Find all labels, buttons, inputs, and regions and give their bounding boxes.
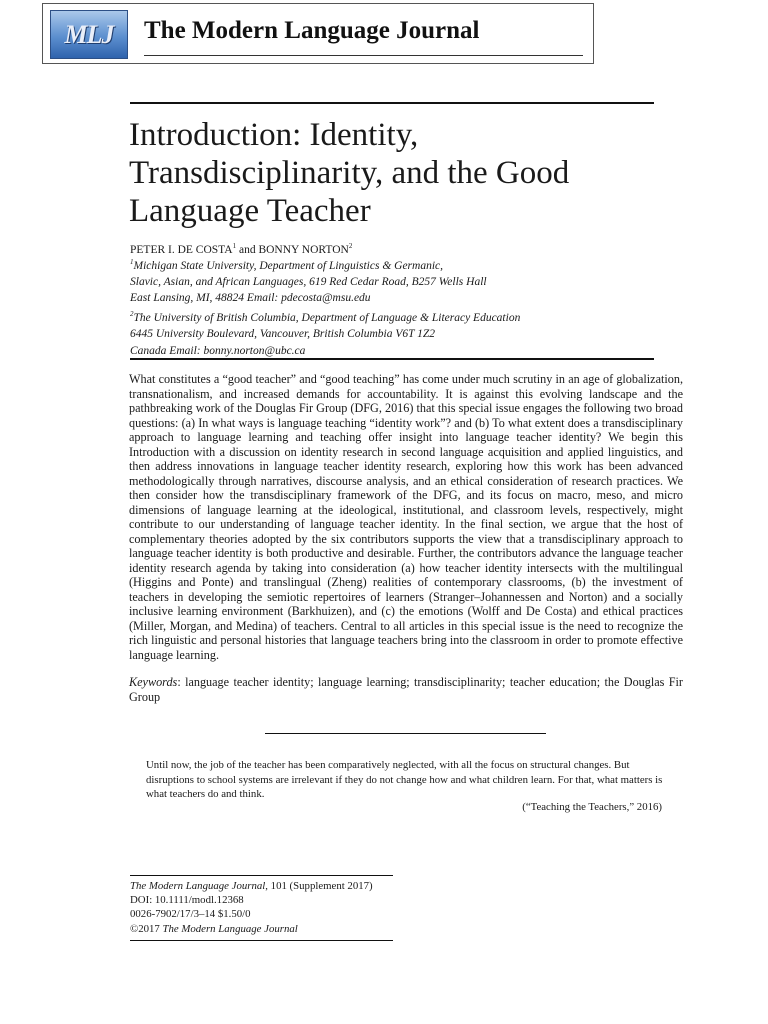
- logo-text: MLJ: [64, 19, 114, 49]
- journal-logo: [50, 10, 128, 59]
- journal-title: The Modern Language Journal: [144, 17, 480, 44]
- affiliation-marker: 2: [348, 242, 353, 250]
- section-divider: [265, 733, 546, 734]
- keywords-label: Keywords: [129, 675, 178, 689]
- affiliation-line: Slavic, Asian, and African Languages, 619 Red Cedar Road, B257 Wells Hall: [130, 276, 487, 289]
- author-connector: and: [236, 243, 259, 256]
- citation-issn: 0026-7902/17/3–14 $1.50/0: [130, 908, 251, 921]
- affiliation-line: $^1$Michigan State University, Department of Linguistics & Germanic,: [130, 258, 444, 272]
- author-name: PETER I. DE COSTA: [130, 243, 233, 256]
- citation-copyright: ©2017 The Modern Language Journal: [130, 922, 298, 935]
- affiliations: [130, 254, 660, 359]
- journal-header: [42, 3, 594, 64]
- header-rule: [144, 55, 583, 56]
- affiliation-line: East Lansing, MI, 48824 Email: pdecosta@msu.edu: [130, 292, 371, 305]
- affiliation-marker: 1: [130, 258, 134, 266]
- epigraph-source: (“Teaching the Teachers,” 2016): [522, 801, 662, 813]
- title-top-rule: [130, 102, 654, 104]
- affiliation-marker: 2: [130, 310, 134, 319]
- footer-bottom-rule: [130, 940, 393, 941]
- affiliation-marker: 1: [232, 242, 237, 250]
- abstract-text: What constitutes a “good teacher” and “good teaching” has come under much scrutiny in an age of globalization, transnationalism, and increased demands for accountability. It is against this evolving landscape and the pathbreaking work of the Douglas Fir Group (DFG, 2016) that this special issue engages the following two broad questions: (a) In what ways is language teaching “identity work”? and (b) To what extent does a transdisciplinary approach to language learning and teaching offer insight into language teacher identity? We begin this Introduction with a discussion on identity research in second language acquisition and applied linguistics, and then address innovations in language teacher identity research, exploring how this work has been advanced methodologically through narratives, discourse analysis, and an ethical consideration of research practices. We then consider how the transdisciplinary framework of the DFG, and its focus on macro, meso, and micro dimensions of language learning at the ideological, institutional, and classroom levels, respectively, might contribute to our understanding of language teacher identity. In the final section, we argue that the host of complementary theories adopted by the six contributors supports the view that a transdisciplinary approach to language teacher identity is both productive and desirable. Further, the contributors advance the language teacher identity research agenda by taking into consideration (a) how teacher identity intersects with the multilingual (Higgins and Ponte) and translingual (Zheng) realities of contemporary classrooms, (b) the investment of teachers in developing the semiotic repertoires of learners (Stranger–Johannessen and Norton) and a socially inclusive learning environment (Barkhuizen), and (c) the emotions (Wolff and De Costa) and ethical practices (Miller, Morgan, and Medina) of teachers. Central to all articles in this special issue is the need to recognize the rich linguistic and personal histories that language teachers bring into the classroom in order to promote effective language learning.: [129, 372, 683, 662]
- affiliation-line: 6445 University Boulevard, Vancouver, British Columbia V6T 1Z2: [130, 328, 436, 341]
- affiliation-line: $^2$The University of British Columbia, Department of Language & Literacy Education: [130, 310, 521, 325]
- footer-top-rule: [130, 875, 393, 876]
- keywords: [129, 675, 683, 704]
- citation-footer: [130, 879, 373, 936]
- author-name: BONNY NORTON: [258, 243, 349, 256]
- article-title: Introduction: Identity, Transdisciplinarity, and the Good Language Teacher: [129, 117, 570, 229]
- keywords-list: : language teacher identity; language learning; transdisciplinarity; teacher education; the Douglas Fir Group: [129, 675, 683, 704]
- affiliation-line: Canada Email: bonny.norton@ubc.ca: [130, 344, 306, 357]
- citation-doi: DOI: 10.1111/modl.12368: [130, 894, 244, 907]
- epigraph-quote: Until now, the job of the teacher has been comparatively neglected, with all the focus on structural changes. But disruptions to school systems are irrelevant if they do not change how and what children learn. For that, what matters is what teachers do and think.: [146, 759, 663, 801]
- citation-journal: The Modern Language Journal, 101 (Supplement 2017): [130, 880, 373, 892]
- abstract-top-rule: [130, 358, 654, 360]
